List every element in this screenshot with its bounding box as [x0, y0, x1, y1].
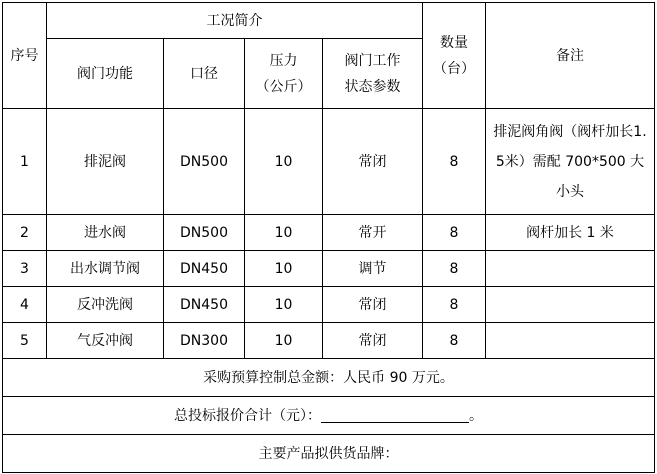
cell-state: 常闭	[323, 323, 423, 359]
cell-seq: 1	[3, 109, 47, 215]
cell-remark: 阀杆加长 1 米	[486, 215, 655, 251]
cell-state: 常闭	[323, 109, 423, 215]
budget-text: 采购预算控制总金额：人民币 90 万元。	[3, 359, 655, 397]
total-label: 总投标报价合计（元）：	[174, 407, 321, 424]
header-seq: 序号	[3, 3, 47, 109]
cell-caliber: DN450	[164, 287, 245, 323]
cell-function: 进水阀	[47, 215, 164, 251]
total-end: 。	[469, 407, 483, 424]
cell-state: 常闭	[323, 287, 423, 323]
cell-seq: 4	[3, 287, 47, 323]
cell-caliber: DN450	[164, 251, 245, 287]
cell-seq: 3	[3, 251, 47, 287]
brand-text: 主要产品拟供货品牌：	[3, 435, 655, 473]
table-row	[3, 323, 655, 359]
cell-seq: 5	[3, 323, 47, 359]
header-qty: 数量 （台）	[423, 3, 486, 109]
header-state: 阀门工作 状态参数	[323, 39, 423, 109]
table-row	[3, 251, 655, 287]
valve-spec-table-page	[2, 2, 655, 473]
brand-row	[3, 435, 655, 473]
cell-remark	[486, 251, 655, 287]
cell-pressure: 10	[245, 109, 323, 215]
cell-pressure: 10	[245, 215, 323, 251]
cell-remark	[486, 323, 655, 359]
cell-pressure: 10	[245, 251, 323, 287]
cell-function: 排泥阀	[47, 109, 164, 215]
cell-qty: 8	[423, 109, 486, 215]
valve-spec-table	[2, 2, 655, 473]
header-group: 工况简介	[47, 3, 423, 39]
cell-pressure: 10	[245, 323, 323, 359]
cell-qty: 8	[423, 323, 486, 359]
header-remark: 备注	[486, 3, 655, 109]
total-blank-field[interactable]	[321, 406, 469, 423]
total-bid	[3, 397, 655, 435]
cell-remark	[486, 287, 655, 323]
cell-caliber: DN500	[164, 109, 245, 215]
cell-state: 调节	[323, 251, 423, 287]
total-row	[3, 397, 655, 435]
budget-row	[3, 359, 655, 397]
cell-state: 常开	[323, 215, 423, 251]
header-pressure: 压力 （公斤）	[245, 39, 323, 109]
cell-caliber: DN300	[164, 323, 245, 359]
header-function: 阀门功能	[47, 39, 164, 109]
cell-qty: 8	[423, 251, 486, 287]
table-row	[3, 109, 655, 215]
cell-qty: 8	[423, 287, 486, 323]
cell-function: 出水调节阀	[47, 251, 164, 287]
cell-qty: 8	[423, 215, 486, 251]
cell-function: 气反冲阀	[47, 323, 164, 359]
table-row	[3, 215, 655, 251]
header-row-1	[3, 3, 655, 39]
cell-function: 反冲洗阀	[47, 287, 164, 323]
table-row	[3, 287, 655, 323]
header-caliber: 口径	[164, 39, 245, 109]
cell-pressure: 10	[245, 287, 323, 323]
cell-caliber: DN500	[164, 215, 245, 251]
cell-remark: 排泥阀角阀（阀杆加长1.5米）需配 700*500 大小头	[486, 109, 655, 215]
cell-seq: 2	[3, 215, 47, 251]
